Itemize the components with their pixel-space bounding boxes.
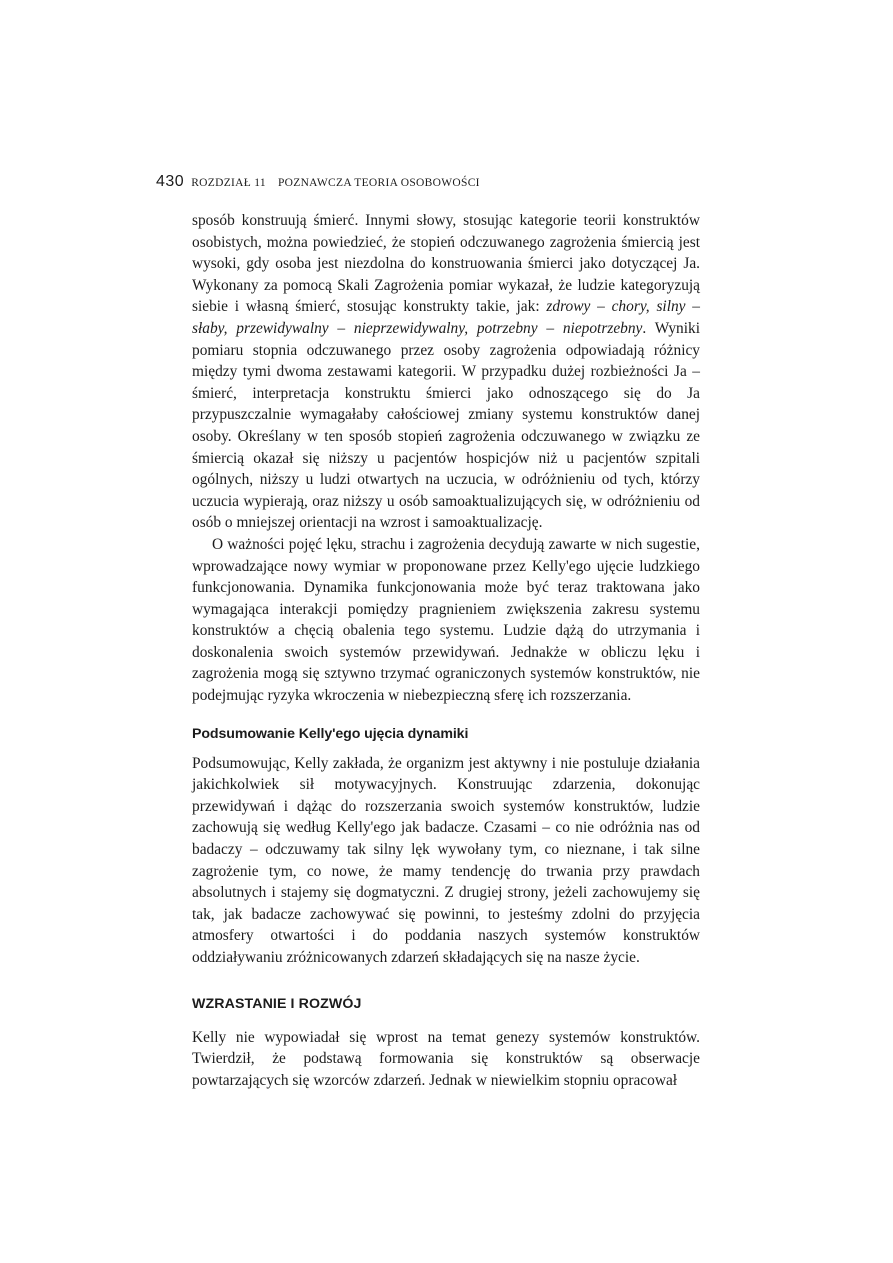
paragraph-1 <box>192 210 700 534</box>
paragraph-4: Kelly nie wypowiadał się wprost na temat genezy systemów konstruktów. Twierdził, że podstawą formowania się konstruktów są obserwacje powtarzających się wzorców zdarzeń. Jednak w niewielkim stopniu opracował <box>192 1028 700 1089</box>
paragraph-1-italic-constructs: zdrowy – chory, silny – słaby, przewidywalny – nieprzewidywalny, potrzebny – niepotrzebny <box>192 298 700 337</box>
section-heading-growth: WZRASTANIE I ROZWÓJ <box>192 995 362 1012</box>
body-text <box>192 210 700 1091</box>
chapter-title: POZNAWCZA TEORIA OSOBOWOŚCI <box>277 177 480 189</box>
paragraph-1-text-b: . Wyniki pomiaru stopnia odczuwanego przez osoby zagrożenia odpowiadają różnicy między tymi dwoma zestawami kategorii. W przypadku dużej rozbieżności Ja – śmierć, interpretacja konstruktu śmierci jako odnoszącego się do Ja przypuszczalnie wymagałaby całościowej zmiany systemu konstruktów danej osoby. Określany w ten sposób stopień zagrożenia odczuwanego w związku ze śmiercią okazał się niższy u pacjentów hospicjów niż u pacjentów szpitali ogólnych, niższy u ludzi otwartych na uczucia, w odróżnieniu od tych, którzy uczucia wypierają, oraz niższy u osób samoaktualizujących się, w odróżnieniu od osób o mniejszej orientacji na wzrost i samoaktualizację. <box>192 319 700 532</box>
page-number: 430 <box>156 173 185 190</box>
paragraph-3: Podsumowując, Kelly zakłada, że organizm jest aktywny i nie postuluje działania jakichkolwiek sił motywacyjnych. Konstruując zdarzenia, dokonując przewidywań i dążąc do rozszerzania swoich systemów konstruktów, ludzie zachowują się według Kelly'ego jak badacze. Czasami – co nie odróżnia nas od badaczy – odczuwamy tak silny lęk wywołany tym, co nieznane, i tak silne zagrożenie tym, co nowe, że mamy tendencję do trwania przy prawdach absolutnych i stajemy się dogmatyczni. Z drugiej strony, jeżeli zachowujemy się tak, jak badacze zachowywać się powinni, to jesteśmy zdolni do przyjęcia atmosfery otwartości i do poddania naszych systemów konstruktów oddziaływaniu zróżnicowanych zdarzeń składających się na nasze życie. <box>192 754 700 966</box>
paragraph-1-text-a: sposób konstruują śmierć. Innymi słowy, stosując kategorie teorii konstruktów osobistych, można powiedzieć, że stopień odczuwanego zagrożenia śmiercią jest wysoki, gdy osoba jest niezdolna do konstruowania śmierci jako dotyczącej Ja. Wykonany za pomocą Skali Zagrożenia pomiar wykazał, że ludzie kategoryzują siebie i własną śmierć, stosując konstrukty takie, jak: <box>192 212 700 316</box>
paragraph-2: O ważności pojęć lęku, strachu i zagrożenia decydują zawarte w nich sugestie, wprowadzające nowy wymiar w proponowane przez Kelly'ego ujęcie ludzkiego funkcjonowania. Dynamika funkcjonowania może być teraz traktowana jako wymagająca interakcji pomiędzy pragnieniem zwiększenia zakresu systemu konstruktów a chęcią obalenia tego systemu. Ludzie dążą do utrzymania i doskonalenia swoich systemów przewidywań. Jednakże w obliczu lęku i zagrożenia mogą się sztywno trzymać ograniczonych systemów konstruktów, nie podejmując ryzyka wkroczenia w niebezpieczną sferę ich rozszerzania. <box>192 535 700 705</box>
chapter-label: ROZDZIAŁ 11 <box>191 177 266 189</box>
subheading-dynamics-summary: Podsumowanie Kelly'ego ujęcia dynamiki <box>192 725 469 742</box>
running-header <box>156 173 716 193</box>
